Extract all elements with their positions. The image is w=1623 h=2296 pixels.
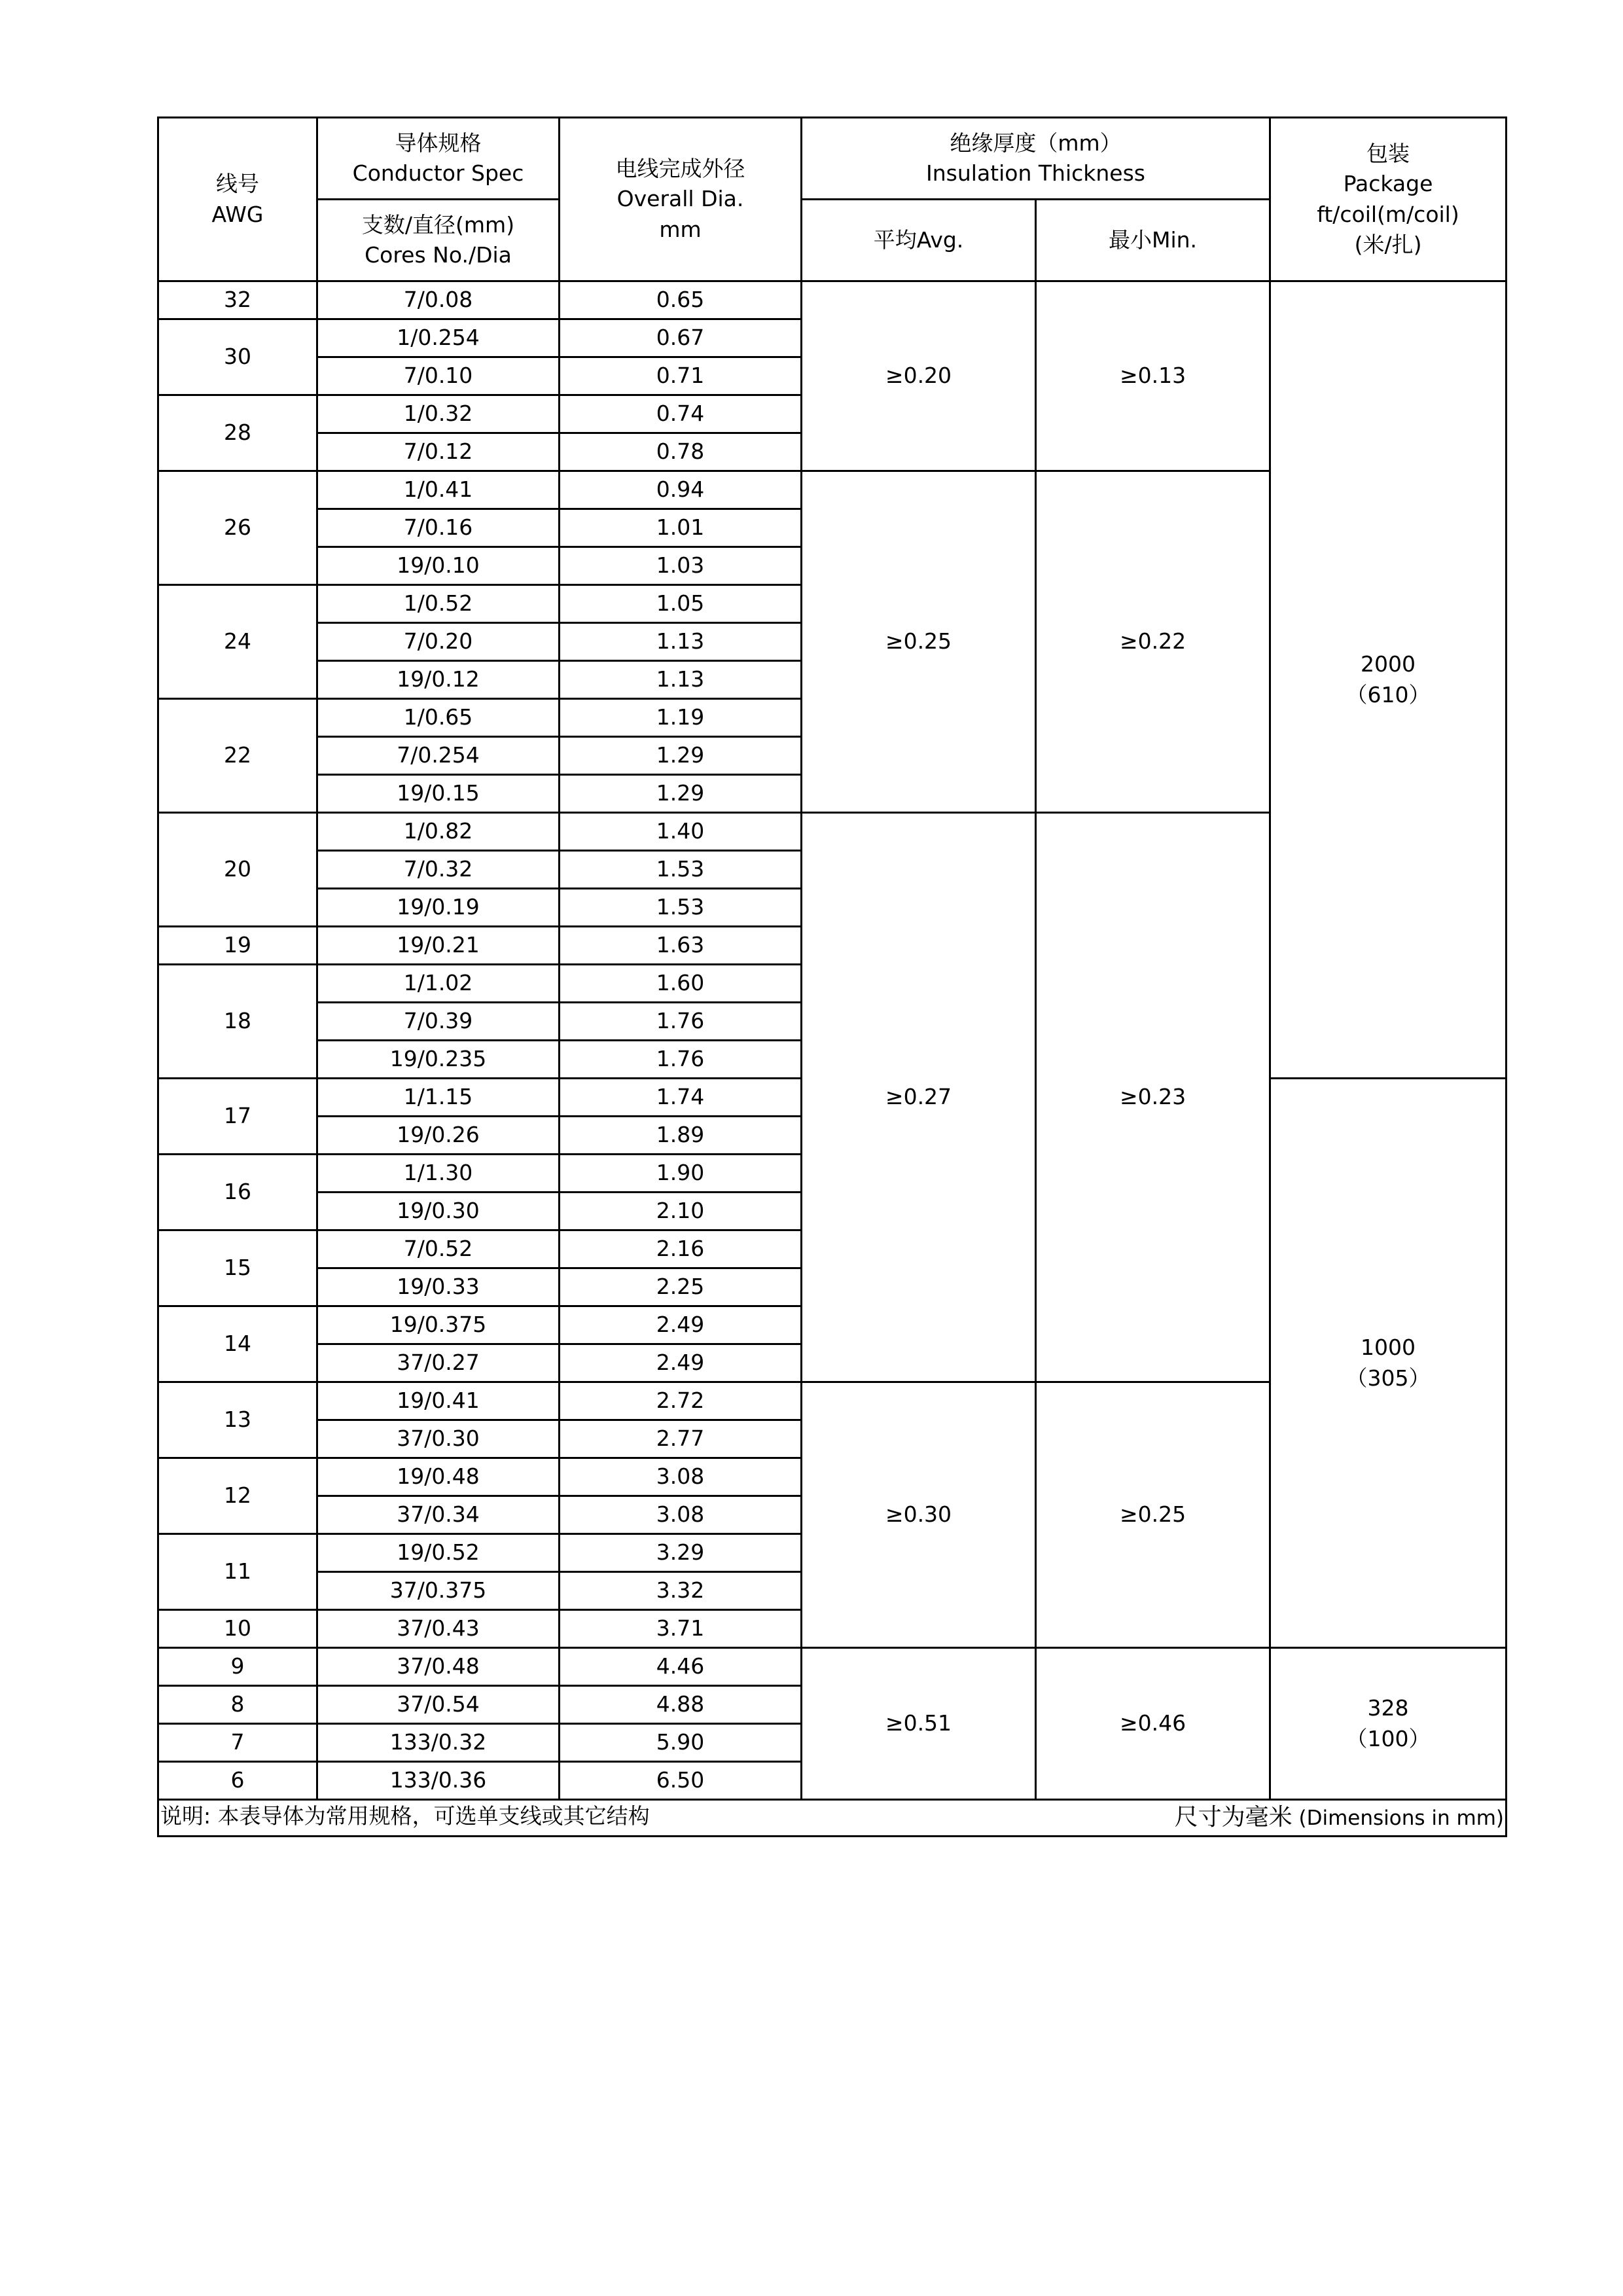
overall-dia-cell: 1.19 (560, 699, 802, 737)
awg-cell: 10 (158, 1610, 317, 1648)
package-ft: 1000 (1361, 1335, 1416, 1361)
overall-dia-cell: 1.74 (560, 1079, 802, 1117)
awg-cell: 19 (158, 927, 317, 965)
awg-cell: 13 (158, 1382, 317, 1458)
overall-dia-cell: 1.53 (560, 851, 802, 889)
insulation-avg-cell: ≥0.51 (802, 1648, 1036, 1800)
overall-dia-cell: 5.90 (560, 1724, 802, 1762)
awg-cell: 7 (158, 1724, 317, 1762)
header-conductor-en: Conductor Spec (352, 160, 524, 186)
header-package-unit-cn: (米/扎) (1354, 231, 1422, 257)
cores-cell: 1/0.32 (317, 395, 560, 433)
package-cell (1270, 1079, 1507, 1648)
awg-cell: 17 (158, 1079, 317, 1155)
header-min: 最小Min. (1036, 200, 1270, 281)
header-insulation-cn: 绝缘厚度（mm） (950, 130, 1122, 156)
overall-dia-cell: 2.16 (560, 1230, 802, 1268)
cores-cell: 19/0.33 (317, 1268, 560, 1306)
awg-cell: 6 (158, 1762, 317, 1800)
cores-cell: 19/0.235 (317, 1041, 560, 1079)
awg-cell: 30 (158, 319, 317, 395)
overall-dia-cell: 1.40 (560, 813, 802, 851)
cores-cell: 19/0.10 (317, 547, 560, 585)
overall-dia-cell: 0.78 (560, 433, 802, 471)
overall-dia-cell: 1.05 (560, 585, 802, 623)
header-insulation (802, 118, 1270, 200)
package-m: （100） (1346, 1725, 1431, 1751)
awg-cell: 8 (158, 1686, 317, 1724)
cores-cell: 19/0.41 (317, 1382, 560, 1420)
overall-dia-cell: 0.67 (560, 319, 802, 357)
overall-dia-cell: 1.03 (560, 547, 802, 585)
awg-cell: 24 (158, 585, 317, 699)
cores-cell: 1/1.02 (317, 965, 560, 1003)
note-right (1175, 1801, 1504, 1834)
note-right-cn: 尺寸为毫米 (1174, 1804, 1293, 1831)
spec-body (158, 281, 1507, 1800)
package-m: （610） (1346, 681, 1431, 708)
cores-cell: 19/0.26 (317, 1117, 560, 1155)
header-conductor (317, 118, 560, 200)
cores-cell: 1/0.41 (317, 471, 560, 509)
overall-dia-cell: 6.50 (560, 1762, 802, 1800)
header-package (1270, 118, 1507, 281)
cores-cell: 7/0.16 (317, 509, 560, 547)
overall-dia-cell: 0.65 (560, 281, 802, 319)
overall-dia-cell: 1.01 (560, 509, 802, 547)
overall-dia-cell: 3.29 (560, 1534, 802, 1572)
header-conductor-cn: 导体规格 (395, 130, 482, 156)
header-insulation-en: Insulation Thickness (926, 160, 1145, 186)
header-awg-cn: 线号 (216, 171, 259, 197)
overall-dia-cell: 3.08 (560, 1496, 802, 1534)
cores-cell: 19/0.52 (317, 1534, 560, 1572)
overall-dia-cell: 2.10 (560, 1193, 802, 1230)
insulation-min-cell: ≥0.46 (1036, 1648, 1270, 1800)
header-awg (158, 118, 317, 281)
awg-cell: 14 (158, 1306, 317, 1382)
insulation-min-cell: ≥0.13 (1036, 281, 1270, 471)
cores-cell: 19/0.12 (317, 661, 560, 699)
cores-cell: 19/0.19 (317, 889, 560, 927)
header-overall-en: Overall Dia. (616, 186, 744, 212)
overall-dia-cell: 2.49 (560, 1306, 802, 1344)
package-ft: 2000 (1361, 651, 1416, 677)
overall-dia-cell: 2.25 (560, 1268, 802, 1306)
cores-cell: 37/0.34 (317, 1496, 560, 1534)
awg-cell: 16 (158, 1155, 317, 1230)
package-cell (1270, 1648, 1507, 1800)
insulation-avg-cell: ≥0.27 (802, 813, 1036, 1382)
overall-dia-cell: 1.29 (560, 737, 802, 775)
awg-cell: 22 (158, 699, 317, 813)
cores-cell: 19/0.15 (317, 775, 560, 813)
overall-dia-cell: 1.13 (560, 661, 802, 699)
cores-cell: 37/0.54 (317, 1686, 560, 1724)
overall-dia-cell: 4.46 (560, 1648, 802, 1686)
overall-dia-cell: 2.72 (560, 1382, 802, 1420)
overall-dia-cell: 2.49 (560, 1344, 802, 1382)
insulation-avg-cell: ≥0.20 (802, 281, 1036, 471)
cores-cell: 7/0.20 (317, 623, 560, 661)
insulation-avg-cell: ≥0.30 (802, 1382, 1036, 1648)
overall-dia-cell: 3.08 (560, 1458, 802, 1496)
table-row (158, 281, 1507, 319)
overall-dia-cell: 4.88 (560, 1686, 802, 1724)
overall-dia-cell: 1.76 (560, 1003, 802, 1041)
cores-cell: 1/1.30 (317, 1155, 560, 1193)
cores-cell: 7/0.39 (317, 1003, 560, 1041)
overall-dia-cell: 0.71 (560, 357, 802, 395)
cores-cell: 1/0.65 (317, 699, 560, 737)
header-overall-unit: mm (659, 216, 702, 242)
awg-cell: 18 (158, 965, 317, 1079)
cores-cell: 19/0.48 (317, 1458, 560, 1496)
overall-dia-cell: 1.29 (560, 775, 802, 813)
cores-cell: 1/0.82 (317, 813, 560, 851)
header-cores-en: Cores No./Dia (365, 242, 512, 268)
cores-cell: 37/0.48 (317, 1648, 560, 1686)
overall-dia-cell: 3.32 (560, 1572, 802, 1610)
overall-dia-cell: 1.76 (560, 1041, 802, 1079)
insulation-avg-cell: ≥0.25 (802, 471, 1036, 813)
overall-dia-cell: 1.53 (560, 889, 802, 927)
cores-cell: 133/0.32 (317, 1724, 560, 1762)
header-cores-cn: 支数/直径(mm) (361, 211, 515, 238)
insulation-min-cell: ≥0.22 (1036, 471, 1270, 813)
awg-cell: 11 (158, 1534, 317, 1610)
cores-cell: 1/1.15 (317, 1079, 560, 1117)
overall-dia-cell: 1.60 (560, 965, 802, 1003)
insulation-min-cell: ≥0.23 (1036, 813, 1270, 1382)
cores-cell: 19/0.30 (317, 1193, 560, 1230)
insulation-min-cell: ≥0.25 (1036, 1382, 1270, 1648)
cores-cell: 7/0.10 (317, 357, 560, 395)
cores-cell: 7/0.32 (317, 851, 560, 889)
cores-cell: 7/0.08 (317, 281, 560, 319)
overall-dia-cell: 1.89 (560, 1117, 802, 1155)
cores-cell: 133/0.36 (317, 1762, 560, 1800)
package-cell (1270, 281, 1507, 1079)
overall-dia-cell: 1.63 (560, 927, 802, 965)
header-package-unit: ft/coil(m/coil) (1317, 201, 1459, 227)
package-m: （305） (1346, 1365, 1431, 1391)
header-cores (317, 200, 560, 281)
cores-cell: 19/0.375 (317, 1306, 560, 1344)
cores-cell: 1/0.52 (317, 585, 560, 623)
awg-cell: 20 (158, 813, 317, 927)
awg-cell: 12 (158, 1458, 317, 1534)
cores-cell: 7/0.12 (317, 433, 560, 471)
awg-cell: 15 (158, 1230, 317, 1306)
overall-dia-cell: 0.74 (560, 395, 802, 433)
package-ft: 328 (1367, 1695, 1409, 1721)
awg-cell: 9 (158, 1648, 317, 1686)
wire-spec-table (157, 117, 1507, 1837)
overall-dia-cell: 1.90 (560, 1155, 802, 1193)
note-right-en: (Dimensions in mm) (1292, 1806, 1505, 1831)
cores-cell: 37/0.27 (317, 1344, 560, 1382)
header-overall-dia (560, 118, 802, 281)
table-note (158, 1800, 1507, 1837)
cores-cell: 37/0.30 (317, 1420, 560, 1458)
table-row (158, 1648, 1507, 1686)
header-awg-en: AWG (211, 201, 264, 227)
cores-cell: 19/0.21 (317, 927, 560, 965)
overall-dia-cell: 2.77 (560, 1420, 802, 1458)
awg-cell: 26 (158, 471, 317, 585)
header-package-cn: 包装 (1366, 141, 1410, 167)
overall-dia-cell: 1.13 (560, 623, 802, 661)
header-overall-cn: 电线完成外径 (615, 156, 745, 182)
cores-cell: 7/0.254 (317, 737, 560, 775)
note-left: 说明: 本表导体为常用规格，可选单支线或其它结构 (160, 1803, 650, 1829)
cores-cell: 1/0.254 (317, 319, 560, 357)
awg-cell: 32 (158, 281, 317, 319)
awg-cell: 28 (158, 395, 317, 471)
overall-dia-cell: 3.71 (560, 1610, 802, 1648)
overall-dia-cell: 0.94 (560, 471, 802, 509)
cores-cell: 37/0.375 (317, 1572, 560, 1610)
header-package-en: Package (1343, 171, 1433, 197)
cores-cell: 7/0.52 (317, 1230, 560, 1268)
header-avg: 平均Avg. (802, 200, 1036, 281)
cores-cell: 37/0.43 (317, 1610, 560, 1648)
